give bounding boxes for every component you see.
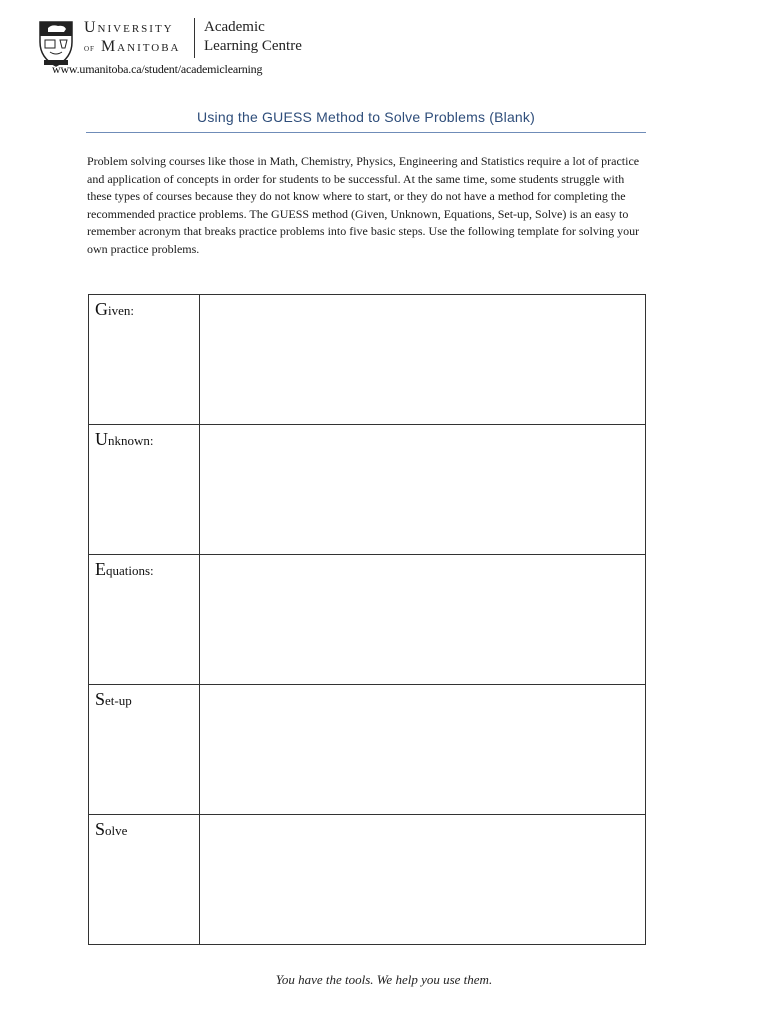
setup-answer-cell[interactable] (200, 685, 646, 815)
unknown-answer-cell[interactable] (200, 425, 646, 555)
step-rest: quations: (106, 563, 154, 578)
step-initial: E (95, 559, 106, 579)
step-label-equations (95, 559, 154, 579)
table-row-solve (89, 815, 646, 945)
equations-label-cell (89, 555, 200, 685)
setup-label-cell (89, 685, 200, 815)
step-rest: et-up (105, 693, 132, 708)
university-name (84, 18, 180, 58)
table-row-equations (89, 555, 646, 685)
step-initial: S (95, 689, 106, 709)
step-label-given (95, 299, 134, 319)
university-crest-icon (36, 16, 76, 68)
university-name-of: of (84, 43, 95, 54)
step-initial: U (95, 429, 108, 449)
university-name-manitoba: Manitoba (100, 38, 181, 55)
guess-template-table (88, 294, 646, 945)
equations-answer-cell[interactable] (200, 555, 646, 685)
solve-label-cell (89, 815, 200, 945)
given-label-cell (89, 295, 200, 425)
footer-tagline: You have the tools. We help you use them. (275, 972, 493, 987)
step-rest: iven: (108, 303, 134, 318)
step-label-unknown (95, 429, 154, 449)
title-underline (86, 132, 646, 133)
table-row-given (89, 295, 646, 425)
table-row-setup (89, 685, 646, 815)
intro-paragraph: Problem solving courses like those in Math, Chemistry, Physics, Engineering and Statistics require a lot of practice and application of concepts in order for students to be successful. At the same time, some students struggle with these types of courses because they do not know where to start, or they do not have a method for completing the recommended practice problems. The GUESS method (Given, Unknown, Equations, Set-up, Solve) is an easy to remember acronym that breaks practice problems into five basic steps. Use the following template for solving your own practice problems. (87, 154, 640, 256)
university-name-line1: University (84, 19, 174, 36)
page-title: Using the GUESS Method to Solve Problems (Blank) (197, 109, 535, 125)
step-initial: S (95, 819, 106, 839)
step-label-setup (95, 689, 132, 709)
given-answer-cell[interactable] (200, 295, 646, 425)
step-initial: G (95, 299, 108, 319)
step-rest: olve (105, 823, 128, 838)
website-url[interactable]: www.umanitoba.ca/student/academiclearning (52, 62, 263, 76)
department-line2: Learning Centre (204, 38, 302, 54)
department-line1: Academic (204, 19, 265, 35)
unknown-label-cell (89, 425, 200, 555)
solve-answer-cell[interactable] (200, 815, 646, 945)
table-row-unknown (89, 425, 646, 555)
department-name (204, 18, 302, 56)
university-name-line2 (84, 37, 180, 58)
step-label-solve (95, 819, 128, 839)
header-divider (194, 18, 195, 58)
step-rest: nknown: (108, 433, 154, 448)
